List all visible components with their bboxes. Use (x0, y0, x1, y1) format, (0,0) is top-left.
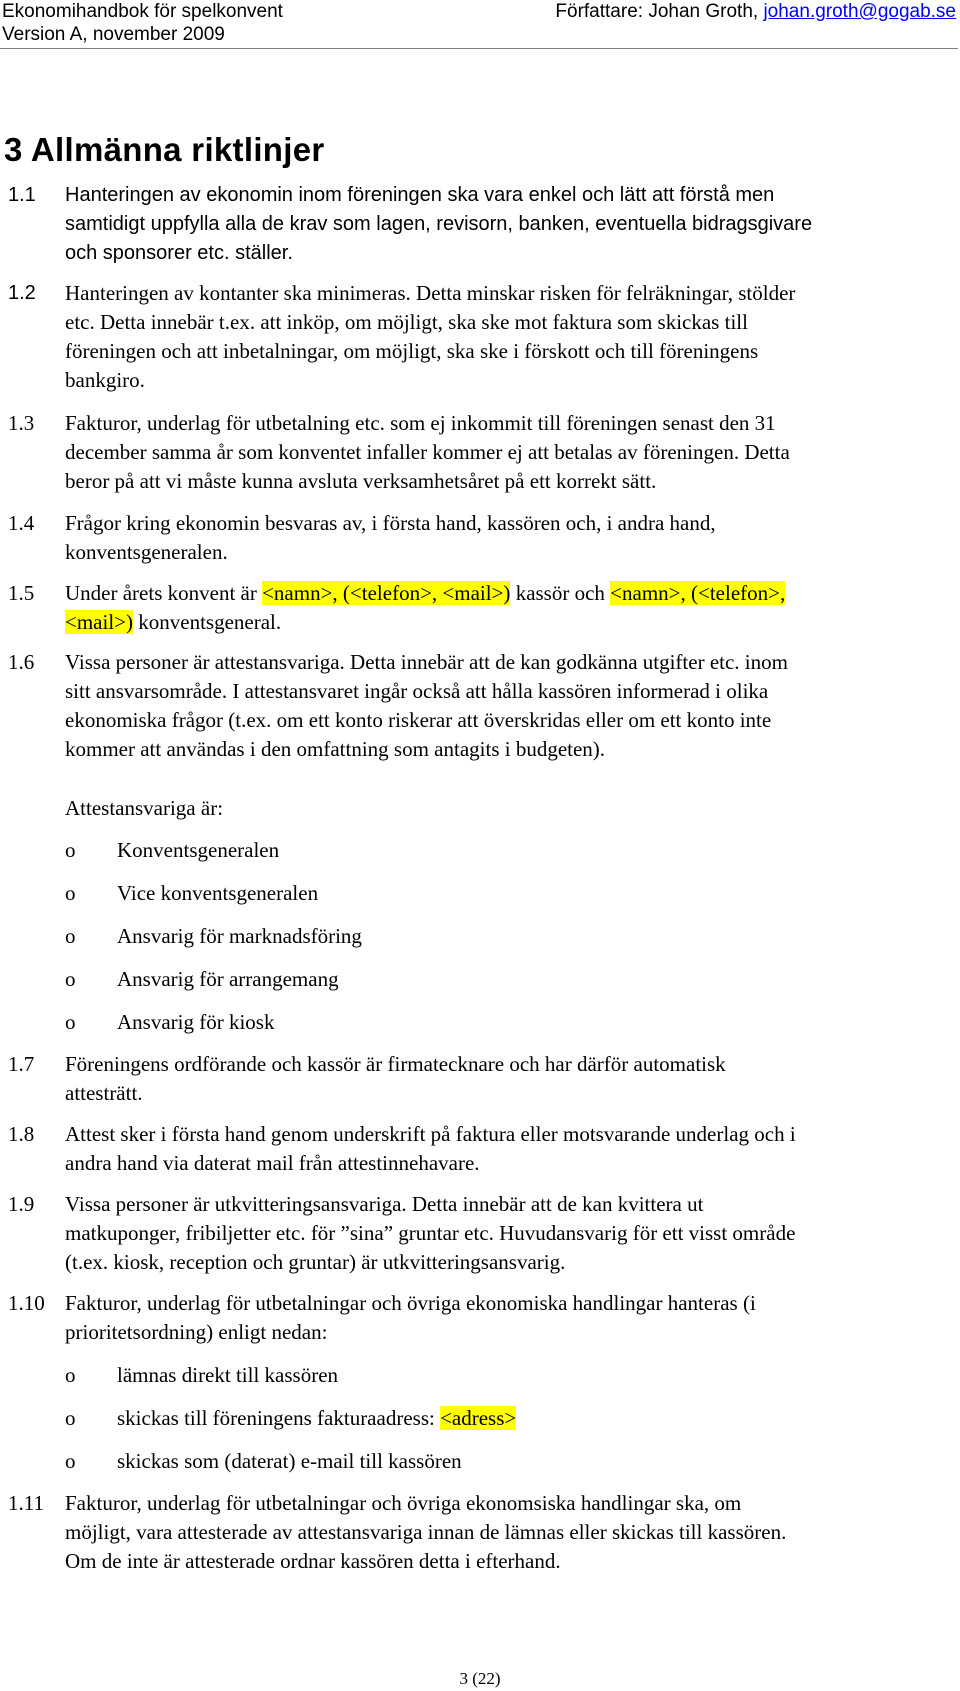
text-run: skickas till föreningens fakturaadress: (117, 1406, 441, 1430)
list-item (0, 1008, 900, 1037)
list-item (0, 879, 900, 908)
list-item (0, 922, 900, 951)
section-text: Frågor kring ekonomin besvaras av, i första hand, kassören och, i andra hand, konventsgeneralen. (65, 511, 716, 564)
section-text: Hanteringen av ekonomin inom föreningen ska vara enkel och lätt att förstå men samtidigt uppfylla alla de krav som lagen, revisorn, banken, eventuella bidragsgivare och sponsorer etc. ställer. (65, 184, 813, 264)
text-run: kassör och (510, 581, 611, 605)
list-item-text: skickas som (daterat) e-mail till kassören (117, 1449, 462, 1473)
list-item-text: Konventsgeneralen (117, 838, 280, 862)
bullet-o: o (65, 967, 76, 991)
placeholder-highlight: <mail>) (65, 610, 134, 634)
section-number: 1.6 (8, 650, 35, 674)
chapter-heading: 3 Allmänna riktlinjer (4, 131, 325, 168)
bullet-o: o (65, 881, 76, 905)
list-item-text (117, 1404, 516, 1433)
section-text: Vissa personer är utkvitteringsansvariga. Detta innebär att de kan kvittera ut matkuponger, fribiljetter etc. för ”sina” gruntar etc. Huvudansvarig för ett visst område (t.ex. kiosk, reception och gruntar) är utkvitteringsansvarig. (65, 1192, 796, 1274)
bullet-o: o (65, 1406, 76, 1430)
section-number: 1.1 (8, 184, 36, 206)
list-item-text: Ansvarig för kiosk (117, 1010, 275, 1034)
text-run: konventsgeneral. (133, 610, 282, 634)
section-number: 1.9 (8, 1192, 35, 1216)
placeholder-highlight: <adress> (440, 1406, 517, 1430)
section-text: Vissa personer är attestansvariga. Detta innebär att de kan godkänna utgifter etc. inom sitt ansvarsområde. I attestansvaret ingår också att hålla kassören informerad i olika ekonomiska frågor (t.ex. om ett konto riskerar att överskridas eller om ett konto inte kommer att användas i den omfattning som antagits i budgeten). (65, 650, 788, 761)
section-number: 1.5 (8, 581, 35, 605)
section-number: 1.2 (8, 282, 36, 304)
page-header (0, 0, 958, 49)
placeholder-highlight: <namn>, (<telefon>, <mail>) (262, 581, 511, 605)
author-email-link[interactable]: johan.groth@gogab.se (763, 1, 956, 22)
section-number: 1.3 (8, 411, 35, 435)
placeholder-highlight: <namn>, (<telefon>, (610, 581, 786, 605)
list-item (0, 1404, 900, 1433)
section-text: Föreningens ordförande och kassör är firmatecknare och har därför automatisk attesträtt. (65, 1052, 726, 1105)
list-item-text: Vice konventsgeneralen (117, 881, 319, 905)
bullet-o: o (65, 1010, 76, 1034)
bullet-o: o (65, 924, 76, 948)
section-text (65, 579, 950, 637)
section-text: Fakturor, underlag för utbetalningar och övriga ekonomsiska handlingar ska, om möjligt, vara attesterade av attestansvariga innan de lämnas eller skickas till kassören. Om de inte är attesterade ordnar kassören detta i efterhand. (65, 1491, 787, 1573)
page-number: 3 (22) (459, 1669, 501, 1688)
header-left (2, 0, 283, 46)
list-item (0, 1361, 900, 1390)
list-item (0, 965, 900, 994)
section-text: Fakturor, underlag för utbetalningar och övriga ekonomiska handlingar hanteras (i prioritetsordning) enligt nedan: (65, 1291, 756, 1344)
header-right (555, 0, 956, 23)
list-item-text: lämnas direkt till kassören (117, 1363, 339, 1387)
section-number: 1.4 (8, 511, 35, 535)
section-number: 1.7 (8, 1052, 35, 1076)
doc-title: Ekonomihandbok för spelkonvent (2, 1, 283, 22)
list-intro: Attestansvariga är: (65, 796, 224, 820)
bullet-o: o (65, 1363, 76, 1387)
bullet-o: o (65, 1449, 76, 1473)
list-item (0, 1447, 900, 1476)
section-number: 1.8 (8, 1122, 35, 1146)
section-number: 1.10 (8, 1291, 45, 1315)
section-text: Hanteringen av kontanter ska minimeras. Detta minskar risken för felräkningar, stölder etc. Detta innebär t.ex. att inköp, om möjligt, ska ske mot faktura som skickas till föreningen och att inbetalningar, om möjligt, ska ske i förskott och till föreningens bankgiro. (65, 281, 796, 392)
author-label: Författare: Johan Groth, (555, 1, 764, 22)
list-item-text: Ansvarig för arrangemang (117, 967, 339, 991)
section-number: 1.11 (8, 1491, 44, 1515)
doc-version: Version A, november 2009 (2, 24, 225, 45)
bullet-o: o (65, 838, 76, 862)
list-item (0, 836, 900, 865)
list-item-text: Ansvarig för marknadsföring (117, 924, 362, 948)
text-run: Under årets konvent är (65, 581, 263, 605)
section-text: Fakturor, underlag för utbetalning etc. som ej inkommit till föreningen senast den 31 december samma år som konventet infaller kommer ej att betalas av föreningen. Detta beror på att vi måste kunna avsluta verksamhetsåret på ett korrekt sätt. (65, 411, 790, 493)
section-text: Attest sker i första hand genom underskrift på faktura eller motsvarande underlag och i andra hand via daterat mail från attestinnehavare. (65, 1122, 796, 1175)
